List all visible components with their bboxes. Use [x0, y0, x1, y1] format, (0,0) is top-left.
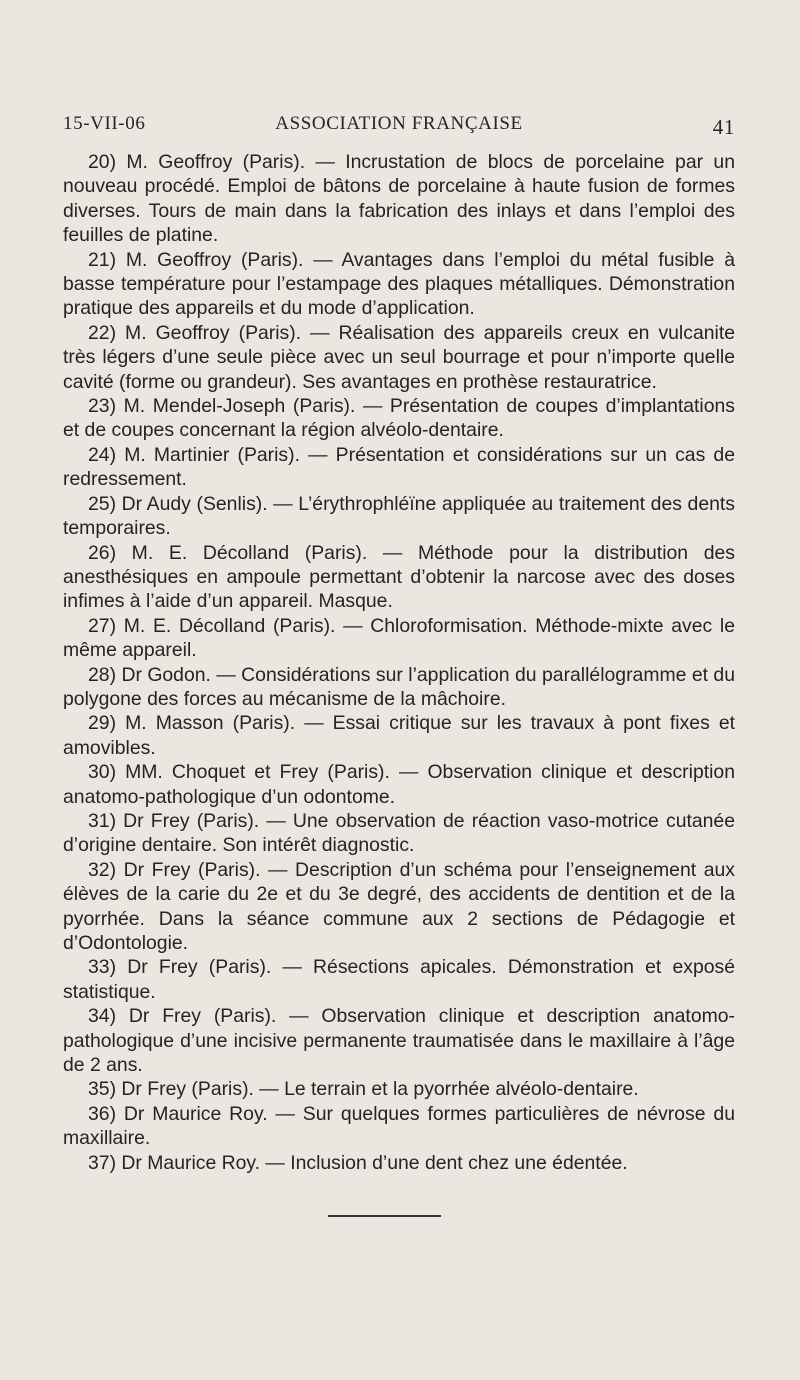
- entry-25: 25) Dr Audy (Senlis). — L’érythrophléïne appliquée au traitement des dents temporaires.: [63, 492, 735, 540]
- entry-34: 34) Dr Frey (Paris). — Observation clinique et description anatomo-pathologique d’une incisive permanente traumatisée dans le maxillaire à l’âge de 2 ans.: [63, 1005, 735, 1077]
- entry-27: 27) M. E. Décolland (Paris). — Chloroformisation. Méthode-mixte avec le même appareil.: [63, 614, 735, 662]
- entry-26: 26) M. E. Décolland (Paris). — Méthode pour la distribution des anesthésiques en ampoule permettant d’obtenir la narcose avec des doses infimes à l’aide d’un appareil. Masque.: [63, 541, 735, 613]
- closing-rule: [328, 1215, 441, 1217]
- entry-20: 20) M. Geoffroy (Paris). — Incrustation de blocs de porcelaine par un nouveau procédé. Emploi de bâtons de porcelaine à haute fusion de formes diverses. Tours de main dans la fabrication des inlays et dans l’emploi des feuilles de platine.: [63, 151, 735, 247]
- entry-31: 31) Dr Frey (Paris). — Une observation de réaction vaso-motrice cutanée d’origine dentaire. Son intérêt diagnostic.: [63, 809, 735, 857]
- entry-37: 37) Dr Maurice Roy. — Inclusion d’une dent chez une édentée.: [88, 1151, 628, 1174]
- entry-21: 21) M. Geoffroy (Paris). — Avantages dans l’emploi du métal fusible à basse température pour l’estampage des plaques métalliques. Démonstration pratique des appareils et du mode d’application.: [63, 248, 735, 320]
- entry-28: 28) Dr Godon. — Considérations sur l’application du parallélogramme et du polygone des forces au mécanisme de la mâchoire.: [63, 663, 735, 710]
- entry-23: 23) M. Mendel-Joseph (Paris). — Présentation de coupes d’implantations et de coupes concernant la région alvéolo-dentaire.: [63, 395, 735, 442]
- header-date: 15-VII-06: [63, 113, 146, 134]
- entry-24: 24) M. Martinier (Paris). — Présentation et considérations sur un cas de redressement.: [63, 443, 735, 491]
- page-number: 41: [712, 115, 735, 139]
- entry-30: 30) MM. Choquet et Frey (Paris). — Observation clinique et description anatomo-pathologique d’un odontome.: [63, 761, 735, 808]
- running-head: [63, 113, 735, 143]
- entry-36: 36) Dr Maurice Roy. — Sur quelques formes particulières de névrose du maxillaire.: [63, 1102, 735, 1150]
- entry-33: 33) Dr Frey (Paris). — Résections apicales. Démonstration et exposé statistique.: [63, 956, 735, 1003]
- entry-32: 32) Dr Frey (Paris). — Description d’un schéma pour l’enseignement aux élèves de la carie du 2e et du 3e degré, des accidents de dentition et de la pyorrhée. Dans la séance commune aux 2 sections de Pédagogie et d’Odontologie.: [63, 858, 735, 954]
- entry-list: [63, 150, 735, 1175]
- header-title: ASSOCIATION FRANÇAISE: [275, 113, 523, 134]
- entry-29: 29) M. Masson (Paris). — Essai critique sur les travaux à pont fixes et amovibles.: [63, 712, 735, 759]
- entry-35: 35) Dr Frey (Paris). — Le terrain et la pyorrhée alvéolo-dentaire.: [88, 1078, 639, 1101]
- entry-22: 22) M. Geoffroy (Paris). — Réalisation des appareils creux en vulcanite très légers d’une seule pièce avec un seul bourrage et pour n’importe quelle cavité (forme ou grandeur). Ses avantages en prothèse restauratrice.: [63, 321, 735, 393]
